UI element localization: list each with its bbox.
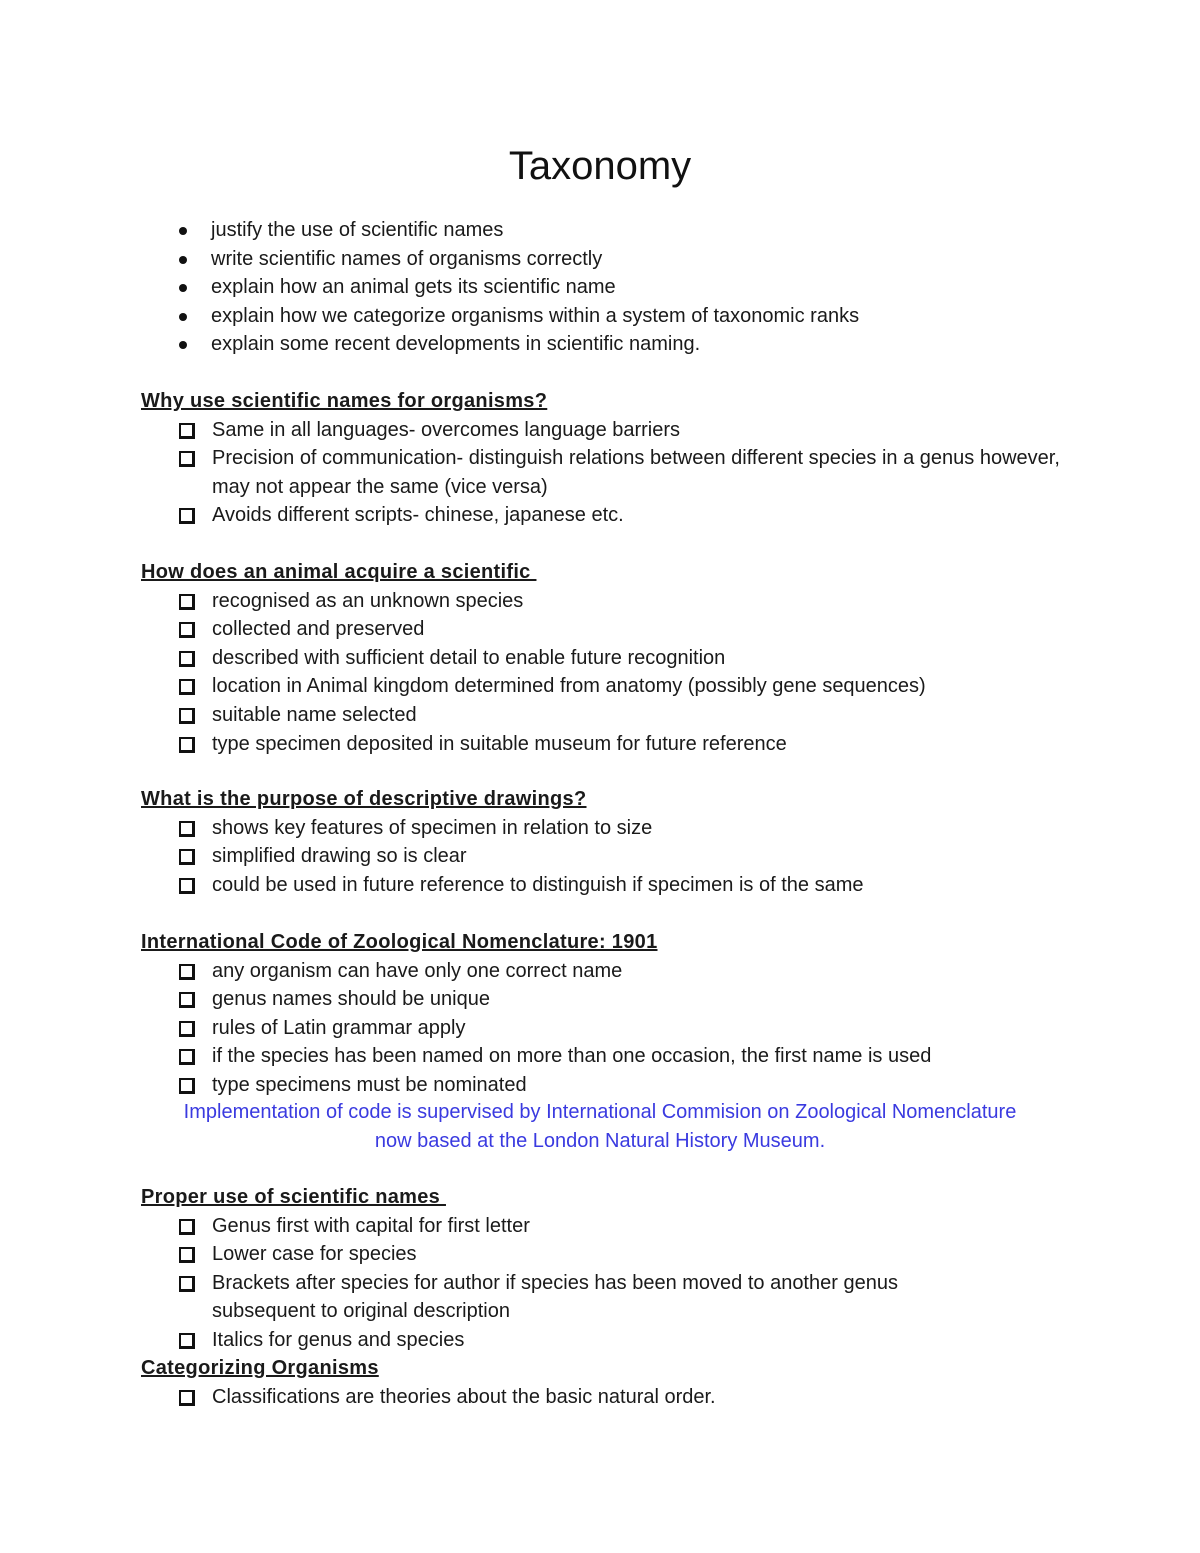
list-item: Genus first with capital for first letter	[177, 1212, 1101, 1241]
section-acquire	[141, 558, 1101, 758]
checkbox-icon	[179, 1049, 195, 1065]
list-item: Avoids different scripts- chinese, japanese etc.	[177, 501, 1101, 530]
checkbox-icon	[179, 1276, 195, 1292]
checkbox-icon	[179, 1390, 195, 1406]
checklist	[141, 416, 1101, 530]
list-item: Italics for genus and species	[177, 1326, 1101, 1355]
checkbox-icon	[179, 737, 195, 753]
objectives-list	[175, 216, 859, 359]
checkbox-icon	[179, 849, 195, 865]
section-categorizing	[141, 1354, 1101, 1411]
checkbox-icon	[179, 423, 195, 439]
list-item: type specimens must be nominated	[177, 1071, 1101, 1100]
checkbox-icon	[179, 1219, 195, 1235]
list-item: collected and preserved	[177, 615, 1101, 644]
list-item: Same in all languages- overcomes language barriers	[177, 416, 1101, 445]
list-item: explain some recent developments in scientific naming.	[175, 330, 859, 359]
list-item: any organism can have only one correct name	[177, 957, 1101, 986]
list-item: simplified drawing so is clear	[177, 842, 1101, 871]
checkbox-icon	[179, 651, 195, 667]
section-heading: Categorizing Organisms	[141, 1357, 379, 1379]
checklist	[141, 814, 1101, 900]
bullet-icon	[179, 341, 187, 349]
list-item: write scientific names of organisms correctly	[175, 245, 859, 274]
list-item: explain how an animal gets its scientific name	[175, 273, 859, 302]
note-line: Implementation of code is supervised by International Commision on Zoological Nomenclature	[183, 1101, 1017, 1123]
checkbox-icon	[179, 622, 195, 638]
checkbox-icon	[179, 679, 195, 695]
checklist	[141, 1383, 1101, 1412]
section-heading: How does an animal acquire a scientific	[141, 561, 537, 583]
list-item: genus names should be unique	[177, 985, 1101, 1014]
bullet-icon	[179, 284, 187, 292]
code-note	[100, 1098, 1100, 1155]
checkbox-icon	[179, 708, 195, 724]
list-item: Lower case for species	[177, 1240, 1101, 1269]
list-item: Brackets after species for author if species has been moved to another genus subsequent to original description	[177, 1269, 1101, 1326]
page-title: Taxonomy	[508, 144, 692, 188]
section-heading: Why use scientific names for organisms?	[141, 390, 548, 412]
checkbox-icon	[179, 878, 195, 894]
checkbox-icon	[179, 451, 195, 467]
bullet-icon	[179, 256, 187, 264]
list-item: justify the use of scientific names	[175, 216, 859, 245]
note-line: now based at the London Natural History Museum.	[374, 1129, 826, 1152]
section-heading: International Code of Zoological Nomenclature: 1901	[141, 931, 658, 953]
checkbox-icon	[179, 594, 195, 610]
checkbox-icon	[179, 508, 195, 524]
checkbox-icon	[179, 964, 195, 980]
section-why	[141, 387, 1101, 530]
checkbox-icon	[179, 1021, 195, 1037]
list-item: described with sufficient detail to enable future recognition	[177, 644, 1101, 673]
bullet-icon	[179, 227, 187, 235]
checkbox-icon	[179, 992, 195, 1008]
section-drawings	[141, 785, 1101, 899]
list-item: Precision of communication- distinguish relations between different species in a genus however, may not appear the same (vice versa)	[177, 444, 1101, 501]
checkbox-icon	[179, 1333, 195, 1349]
list-item: shows key features of specimen in relation to size	[177, 814, 1101, 843]
list-item: type specimen deposited in suitable museum for future reference	[177, 730, 1101, 759]
section-heading: What is the purpose of descriptive drawings?	[141, 788, 587, 810]
list-item: explain how we categorize organisms within a system of taxonomic ranks	[175, 302, 859, 331]
list-item: recognised as an unknown species	[177, 587, 1101, 616]
checklist	[141, 1212, 1101, 1355]
checkbox-icon	[179, 1078, 195, 1094]
list-item: could be used in future reference to distinguish if specimen is of the same	[177, 871, 1101, 900]
list-item: suitable name selected	[177, 701, 1101, 730]
list-item: rules of Latin grammar apply	[177, 1014, 1101, 1043]
checkbox-icon	[179, 821, 195, 837]
list-item: if the species has been named on more than one occasion, the first name is used	[177, 1042, 1101, 1071]
bullet-icon	[179, 313, 187, 321]
section-heading: Proper use of scientific names	[141, 1186, 446, 1208]
checklist	[141, 957, 1101, 1100]
section-proper	[141, 1183, 1101, 1355]
section-code	[141, 928, 1101, 1100]
checkbox-icon	[179, 1247, 195, 1263]
list-item: location in Animal kingdom determined from anatomy (possibly gene sequences)	[177, 672, 1101, 701]
list-item: Classifications are theories about the basic natural order.	[177, 1383, 1101, 1412]
checklist	[141, 587, 1101, 759]
